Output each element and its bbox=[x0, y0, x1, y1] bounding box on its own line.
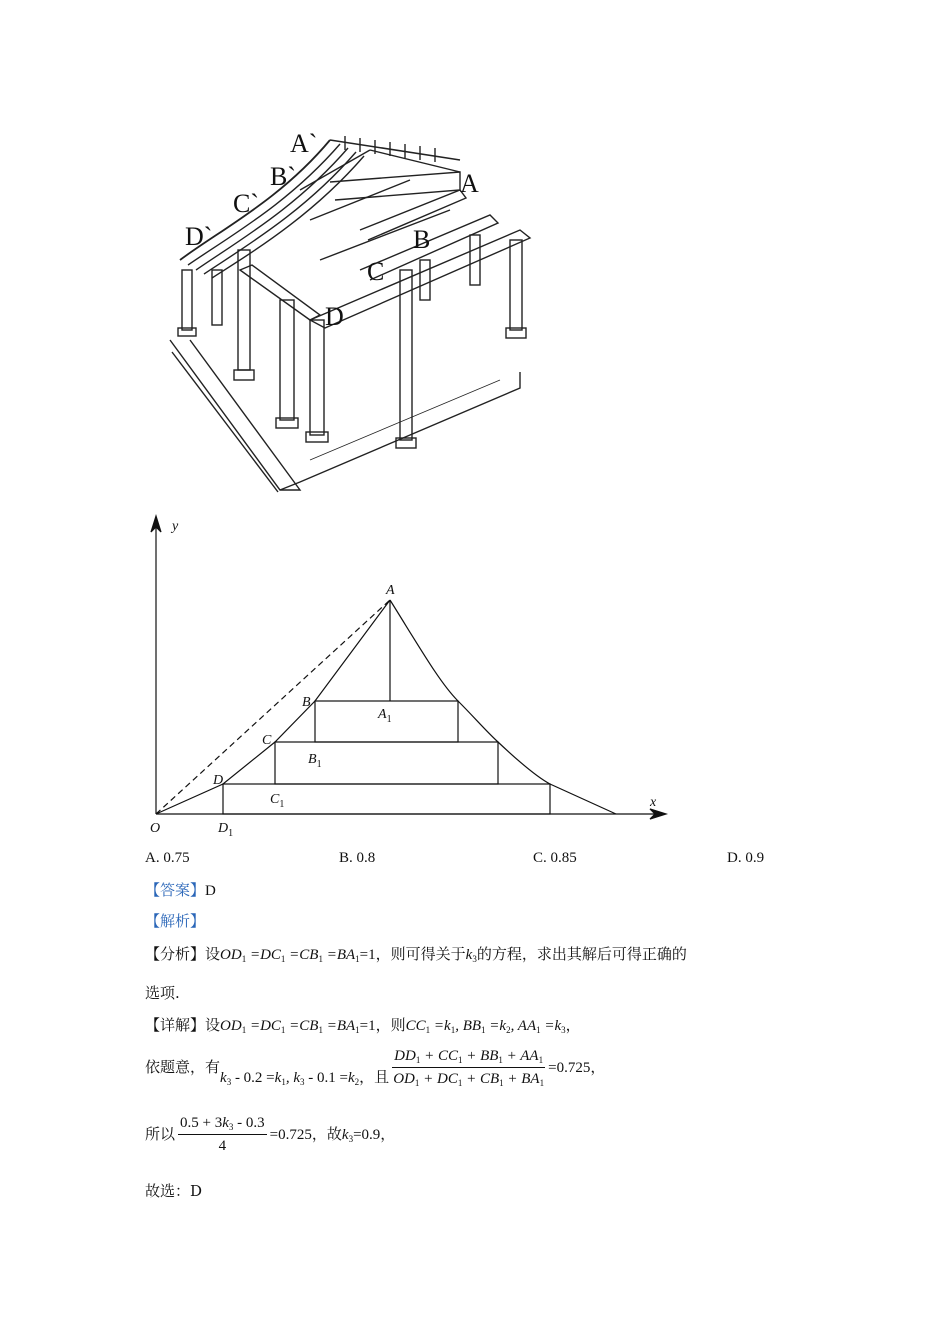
option-b: B. 0.8 bbox=[339, 850, 376, 866]
point-label-c1: $C_1$ bbox=[270, 792, 285, 810]
point-label-a1: $A_1$ bbox=[378, 707, 392, 725]
detail-line-3: 所以 $\frac{0.5 + 3k_3 - 0.3}{4}$ =0.725，故$k_3=0.9$， bbox=[145, 1115, 396, 1154]
detail-tag: 【详解】 bbox=[145, 1016, 206, 1034]
fenxi-line: 【分析】设$OD_1 =DC_1 =CB_1 =BA_1=1$，则可得关于$k_3$的方程，求出其解后可得正确的 bbox=[145, 945, 687, 964]
label-c-prime: C` bbox=[233, 189, 259, 218]
fenxi-line-2: 选项. bbox=[145, 984, 180, 1002]
label-b: B bbox=[413, 225, 431, 254]
option-d: D. 0.9 bbox=[727, 850, 765, 866]
axis-label-y: y bbox=[172, 519, 179, 534]
fenxi-tag: 【分析】 bbox=[145, 945, 206, 963]
detail-line-1: 【详解】设$OD_1 =DC_1 =CB_1 =BA_1=1$，则$CC_1 =k_1$, $BB_1 =k_2$, $AA_1 =k_3$， bbox=[145, 1016, 581, 1035]
left-polyline bbox=[156, 600, 390, 814]
answer-line bbox=[145, 879, 216, 900]
point-label-d1: $D_1$ bbox=[218, 821, 234, 839]
ratio-fraction: $\frac{DD_1 + CC_1 + BB_1 + AA_1}{OD_1 + DC_1 + CB_1 + BA_1}$ bbox=[393, 1048, 545, 1088]
answer-tag: 【答案】 bbox=[145, 881, 206, 899]
label-a-prime: A` bbox=[290, 129, 318, 158]
option-a: A. 0.75 bbox=[145, 850, 190, 866]
option-c: C. 0.85 bbox=[533, 850, 577, 866]
point-label-b1: $B_1$ bbox=[308, 752, 322, 770]
fenxi-equation: $OD_1 =DC_1 =CB_1 =BA_1$ bbox=[220, 947, 360, 964]
conclusion-line: 故选：D bbox=[145, 1182, 203, 1200]
analysis-tag: 【解析】 bbox=[145, 912, 206, 930]
label-d-prime: D` bbox=[185, 222, 213, 251]
label-d: D bbox=[325, 302, 344, 331]
detail-line-2: 依题意，有$k_3 - 0.2 =k_1$, $k_3 - 0.1 =k_2$，且 $\frac{DD_1 + CC_1 + BB_1 + AA_1}{OD_1 + DC_1 + CB_1 + BA_1}$ =0.725， bbox=[145, 1048, 606, 1088]
point-label-d: D bbox=[213, 773, 224, 788]
origin-label: O bbox=[150, 821, 161, 836]
answer-value: D bbox=[205, 883, 216, 899]
label-a: A bbox=[460, 169, 479, 198]
point-label-b: B bbox=[302, 695, 311, 710]
point-label-c: C bbox=[262, 733, 272, 748]
coordinate-diagram bbox=[140, 508, 680, 848]
label-c: C bbox=[367, 257, 385, 286]
right-curve bbox=[390, 600, 616, 814]
label-b-prime: B` bbox=[270, 162, 296, 191]
point-label-a: A bbox=[386, 583, 395, 598]
dashed-line-oa bbox=[156, 600, 390, 814]
k3-equation-fraction: $\frac{0.5 + 3k_3 - 0.3}{4}$ bbox=[180, 1115, 265, 1154]
axis-label-x: x bbox=[650, 795, 657, 810]
roof-structure-figure bbox=[160, 120, 540, 500]
